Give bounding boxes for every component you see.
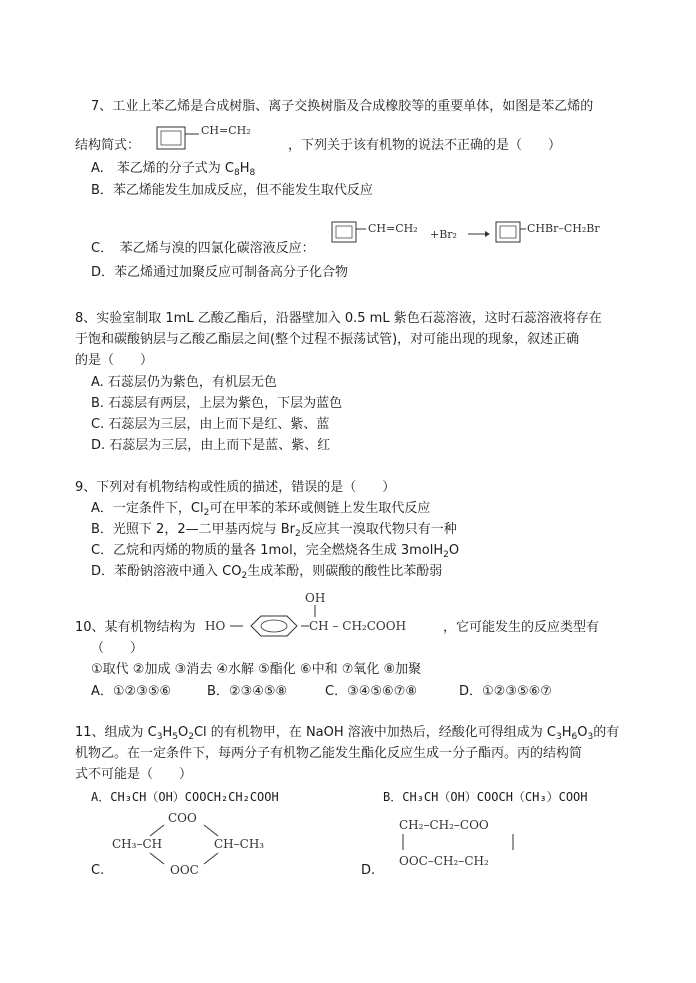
hydroxyl-label: HO [205,619,226,633]
c-ooc-bot: OOC [170,863,199,877]
q11-stem-line2: 机物乙。在一定条件下，每两分子有机物乙能发生酯化反应生成一分子酯丙。丙的结构简 [75,746,583,761]
q9-stem: 9、下列对有机物结构或性质的描述，错误的是（ ） [75,480,396,495]
q8-stem-line2: 于饱和碳酸钠层与乙酸乙酯层之间(整个过程不振荡试管)，对可能出现的现象，叙述正确 [75,332,580,347]
d-top: CH₂–CH₂–COO [399,818,489,832]
styrene-structure [155,120,285,156]
q7-option-c[interactable]: C． 苯乙烯与溴的四氯化碳溶液反应： [91,241,315,256]
q7-stem-line1: 7、工业上苯乙烯是合成树脂、离子交换树脂及合成橡胶等的重要单体，如图是苯乙烯的 [91,99,594,114]
q11-option-d-structure [395,815,535,875]
bromination-reaction [330,216,630,250]
q11-option-c-structure [110,808,285,878]
product-label: CHBr–CH₂Br [527,222,600,235]
q7-option-a[interactable]: A. 苯乙烯的分子式为 $C_8H_8$ [91,161,256,178]
q11-option-d-label[interactable]: D. [361,863,376,878]
q9-option-b[interactable]: B．光照下 2，2—二甲基丙烷与 $Br_2$反应其一溴取代物只有一种 [91,522,457,539]
q11-option-a[interactable]: A．CH₃CH（OH）COOCH₂CH₂COOH [91,790,279,804]
c-ch-right: CH–CH₃ [214,837,265,851]
q7-stem-line2-suffix: ，下列关于该有机物的说法不正确的是（ ） [288,138,562,153]
styrene-label: CH=CH₂ [201,124,251,137]
q10-reaction-types: ①取代 ②加成 ③消去 ④水解 ⑤酯化 ⑥中和 ⑦氧化 ⑧加聚 [91,662,422,677]
q8-stem-line3: 的是（ ） [75,353,154,368]
q7-stem-line2-prefix: 结构简式： [75,138,141,153]
q7-option-b[interactable]: B．苯乙烯能发生加成反应，但不能发生取代反应 [91,183,373,198]
chain-label: CH – CH₂COOH [309,619,407,633]
oh-label: OH [305,591,326,605]
c-ch3-left: CH₃–CH [112,837,163,851]
q11-option-c-label[interactable]: C. [91,863,105,878]
reactant-label: CH=CH₂ [368,222,418,235]
q8-option-b[interactable]: B. 石蕊层有两层，上层为紫色，下层为蓝色 [91,396,343,411]
q9-option-d[interactable]: D．苯酚钠溶液中通入 $CO_2$生成苯酚，则碳酸的酸性比苯酚弱 [91,564,443,581]
q10-option-d[interactable]: D．①②③⑤⑥⑦ [459,684,552,699]
d-bot: OOC–CH₂–CH₂ [399,854,489,868]
q10-stem-suffix: ，它可能发生的反应类型有 [443,620,600,635]
q8-option-a[interactable]: A. 石蕊层仍为紫色，有机层无色 [91,375,277,390]
q11-stem-line3: 式不可能是（ ） [75,767,193,782]
q9-option-c[interactable]: C．乙烷和丙烯的物质的量各 1mol，完全燃烧各生成 3molH$_2$O [91,543,460,560]
q7-option-d[interactable]: D．苯乙烯通过加聚反应可制备高分子化合物 [91,265,349,280]
q10-stem-prefix: 10、某有机物结构为 [75,620,196,635]
q10-option-c[interactable]: C．③④⑤⑥⑦⑧ [325,684,418,699]
q8-stem-line1: 8、实验室制取 1mL 乙酸乙酯后，沿器壁加入 0.5 mL 紫色石蕊溶液，这时石蕊溶液将存在 [75,311,602,326]
q11-option-b[interactable]: B．CH₃CH（OH）COOCH（CH₃）COOH [383,790,588,804]
q10-structure [203,590,443,640]
q9-option-a[interactable]: A．一定条件下，$Cl_2$可在甲苯的苯环或侧链上发生取代反应 [91,501,431,518]
q10-option-b[interactable]: B．②③④⑤⑧ [207,684,288,699]
q10-option-a[interactable]: A．①②③⑤⑥ [91,684,172,699]
q11-stem-line1: 11、组成为 $C_3H_5O_2Cl$ 的有机物甲，在 NaOH 溶液中加热后，经酸化可得组成为 $C_3H_6O_3$的有 [75,725,620,742]
bromine-label: +Br₂ [430,228,457,241]
arrow-icon [485,231,490,237]
q8-option-d[interactable]: D. 石蕊层为三层，由上而下是蓝、紫、红 [91,438,331,453]
q10-paren: （ ） [91,641,144,656]
q8-option-c[interactable]: C. 石蕊层为三层，由上而下是红、紫、蓝 [91,417,330,432]
c-coo-top: COO [168,811,197,825]
